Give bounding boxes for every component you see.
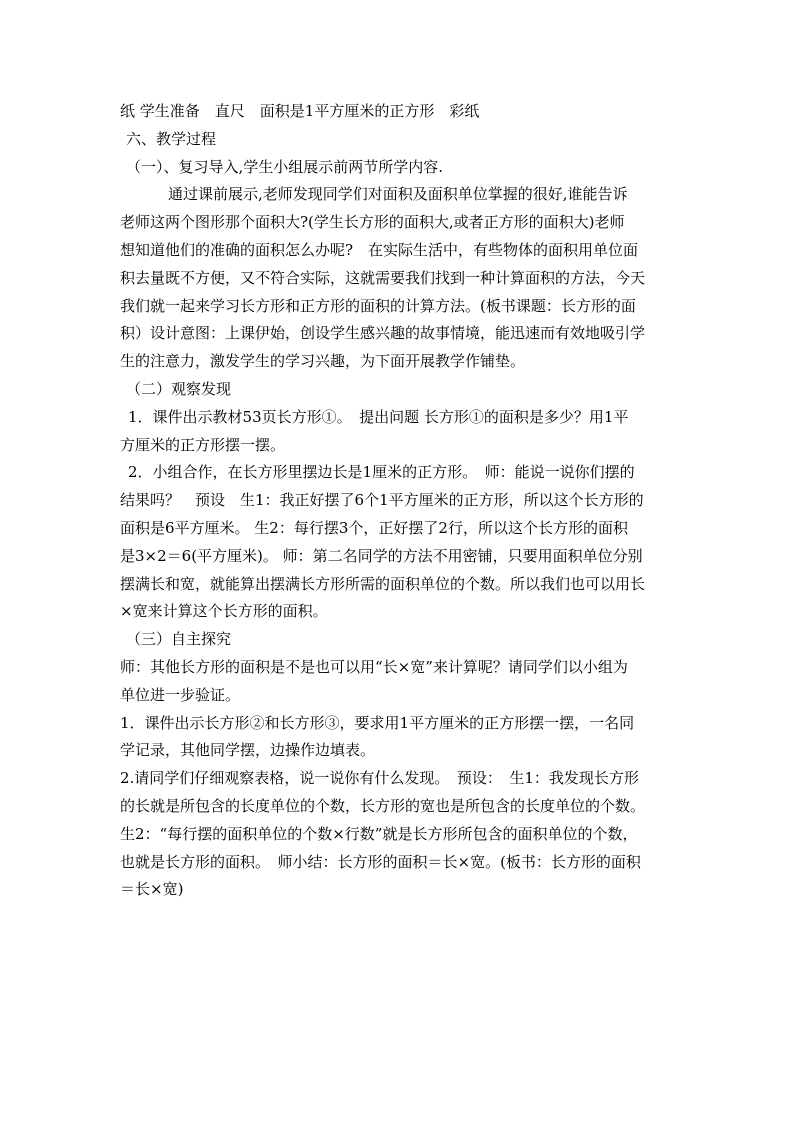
paragraph-line: 1．课件出示长方形②和长方形③，要求用1平方厘米的正方形摆一摆，一名同 (120, 713, 635, 732)
paragraph-line: 师：其他长方形的面积是不是也可以用“长×宽”来计算呢？请同学们以小组为 (120, 657, 628, 676)
paragraph-line: 是3×2＝6(平方厘米)。 师：第二名同学的方法不用密铺，只要用面积单位分别 (120, 546, 643, 565)
paragraph-line: 积去量既不方便，又不符合实际，这就需要我们找到一种计算面积的方法，今天 (120, 268, 646, 287)
paragraph-line: 面积是6平方厘米。 生2：每行摆3个，正好摆了2行，所以这个长方形的面积 (120, 518, 628, 537)
paragraph-line: 老师这两个图形那个面积大?(学生长方形的面积大,或者正方形的面积大)老师 (120, 213, 625, 232)
document-page (120, 98, 690, 904)
paragraph-line: 通过课前展示,老师发现同学们对面积及面积单位掌握的很好,谁能告诉 (168, 185, 628, 204)
paragraph-line: 生2：“每行摆的面积单位的个数×行数”就是长方形所包含的面积单位的个数， (120, 824, 638, 843)
paragraph-line: 也就是长方形的面积。 师小结：长方形的面积＝长×宽。(板书：长方形的面积 (120, 852, 641, 871)
paragraph-line: 2．小组合作，在长方形里摆边长是1厘米的正方形。 师：能说一说你们摆的 (128, 463, 635, 482)
paragraph-line: 方厘米的正方形摆一摆。 (120, 435, 286, 454)
paragraph-line: ×宽来计算这个长方形的面积。 (120, 602, 328, 621)
subheading-observe: （二）观察发现 (126, 379, 232, 398)
paragraph-line: ＝长×宽) (120, 880, 184, 899)
paragraph-line: 积）设计意图：上课伊始，创设学生感兴趣的故事情境，能迅速而有效地吸引学 (120, 324, 646, 343)
paragraph-line: 2.请同学们仔细观察表格，说一说你有什么发现。 预设： 生1：我发现长方形 (120, 769, 639, 788)
subheading-explore: （三）自主探究 (126, 630, 232, 649)
paragraph-line: 我们就一起来学习长方形和正方形的面积的计算方法。(板书课题：长方形的面 (120, 296, 636, 315)
paragraph-line: 1．课件出示教材53页长方形①。 提出问题 长方形①的面积是多少？用1平 (128, 407, 629, 426)
paragraph-line: 摆满长和宽，就能算出摆满长方形所需的面积单位的个数。所以我们也可以用长 (120, 574, 646, 593)
paragraph-line: 的长就是所包含的长度单位的个数，长方形的宽也是所包含的长度单位的个数。 (120, 796, 646, 815)
materials-line: 纸 学生准备 直尺 面积是1平方厘米的正方形 彩纸 (120, 102, 480, 120)
section-heading-teaching-process: 六、教学过程 (126, 129, 217, 148)
subheading-review: （一）、复习导入,学生小组展示前两节所学内容. (126, 157, 444, 176)
paragraph-line: 生的注意力，激发学生的学习兴趣，为下面开展教学作铺垫。 (120, 352, 526, 371)
paragraph-line: 想知道他们的准确的面积怎么办呢? 在实际生活中，有些物体的面积用单位面 (120, 240, 639, 259)
paragraph-line: 单位进一步验证。 (120, 685, 241, 704)
paragraph-line: 结果吗？ 预设 生1：我正好摆了6个1平方厘米的正方形，所以这个长方形的 (120, 491, 644, 510)
paragraph-line: 学记录，其他同学摆，边操作边填表。 (120, 741, 376, 760)
